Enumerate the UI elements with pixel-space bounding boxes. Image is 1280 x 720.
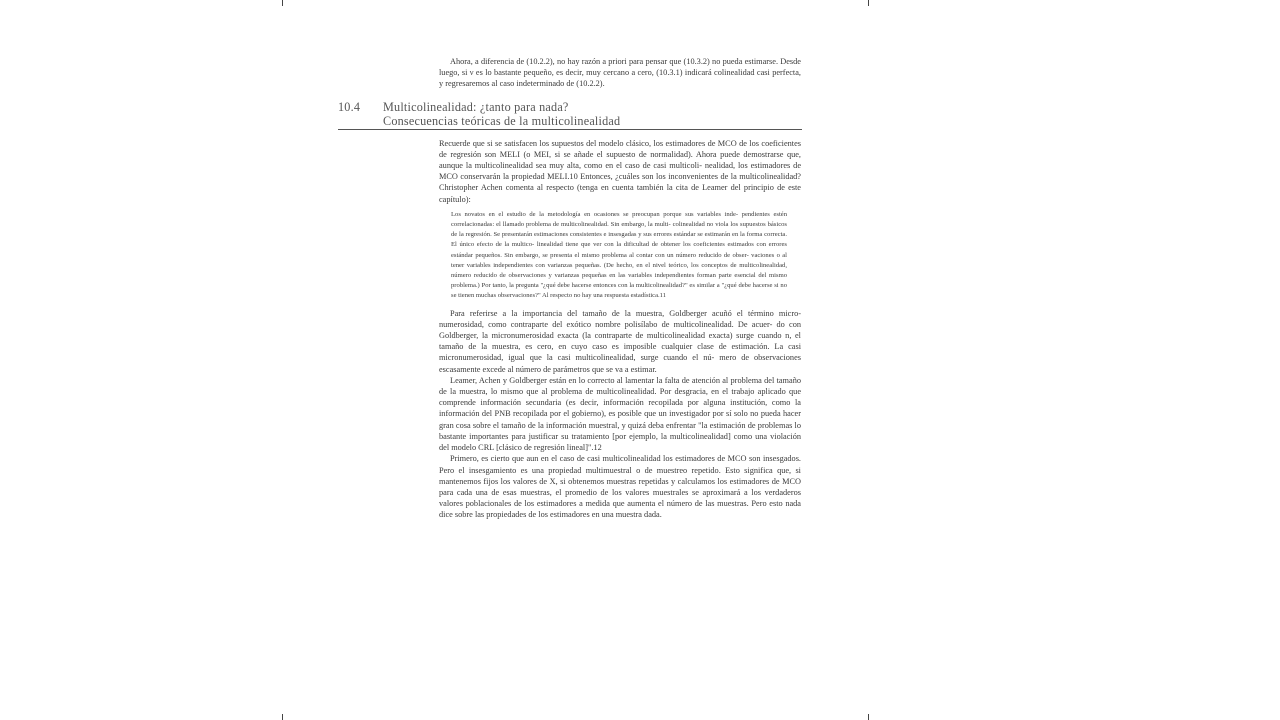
section-subtitle: Consecuencias teóricas de la multicolinealidad — [383, 114, 621, 129]
section-title: Multicolinealidad: ¿tanto para nada? — [383, 99, 569, 114]
section-number: 10.4 — [338, 99, 361, 114]
section-heading — [338, 100, 802, 130]
paragraph-1: Recuerde que si se satisfacen los supuestos del modelo clásico, los estimadores de MCO de los coeficientes de regresión son MELI (o MEI, si se añade el supuesto de normalidad). Ahora puede demostrarse que, aunque la multicolinealidad sea muy alta, como en el caso de casi multicoli- nealidad, los estimadores de MCO conservarán la propiedad MELI.10 Entonces, ¿cuáles son los inconvenientes de la multicolinealidad? Christopher Achen comenta al respecto (tenga en cuenta también la cita de Leamer del principio de este capítulo): — [439, 138, 801, 204]
intro-paragraph: Ahora, a diferencia de (10.2.2), no hay razón a priori para pensar que (10.3.2) no pueda estimarse. Desde luego, si ν es lo bastante pequeño, es decir, muy cercano a cero, (10.3.1) indicará colinealidad casi perfecta, y regresaremos al caso indeterminado de (10.2.2). — [439, 57, 801, 89]
crop-mark-bottom-left — [282, 714, 283, 720]
paragraph-2: Para referirse a la importancia del tamaño de la muestra, Goldberger acuñó el término micro- numerosidad, como contraparte del exótico nombre polisílabo de multicolinealidad. De acuer- do con Goldberger, la micronumerosidad exacta (la contraparte de multicolinealidad exacta) surge cuando n, el tamaño de la muestra, es cero, en cuyo caso es imposible cualquier clase de estimación. La casi micronumerosidad, igual que la casi multicolinealidad, surge cuando el nú- mero de observaciones escasamente excede al número de parámetros que se va a estimar. — [439, 308, 801, 374]
crop-mark-top-left — [282, 0, 283, 6]
achen-quote — [451, 210, 787, 302]
paragraph-3: Leamer, Achen y Goldberger están en lo correcto al lamentar la falta de atención al problema del tamaño de la muestra, lo mismo que al problema de multicolinealidad. Por desgracia, en el trabajo aplicado que comprende información secundaria (es decir, información recopilada por alguna institución, como la información del PNB recopilada por el gobierno), es posible que un investigador por sí solo no pueda hacer gran cosa sobre el tamaño de la información muestral, y quizá deba enfrentar "la estimación de problemas lo bastante importantes para justificar su tratamiento [por ejemplo, la multicolinealidad] como una violación del modelo CRL [clásico de regresión lineal]".12 — [439, 375, 801, 453]
book-page — [338, 56, 802, 521]
quote-text: Los novatos en el estudio de la metodología en ocasiones se preocupan porque sus variables inde- pendientes estén correlacionadas: el llamado problema de multicolinealidad. Sin embargo, la multi- colinealidad no viola los supuestos básicos de la regresión. Se presentarán estimaciones consistentes e insesgadas y sus errores estándar se estimarán en la forma correcta. El único efecto de la multico- linealidad tiene que ver con la dificultad de obtener los coeficientes estimados con errores estándar pequeños. Sin embargo, se presenta el mismo problema al contar con un número reducido de obser- vaciones o al tener variables independientes con varianzas pequeñas. (De hecho, en el nivel teórico, los conceptos de multicolinealidad, número reducido de observaciones y varianzas pequeñas en las variables independientes forman parte esencial del mismo problema.) Por tanto, la pregunta "¿qué debe hacerse entonces con la multicolinealidad?" es similar a "¿qué debe hacerse si no se tienen muchas observaciones?" Al respecto no hay una respuesta estadística.11 — [451, 210, 787, 300]
paragraph-4: Primero, es cierto que aun en el caso de casi multicolinealidad los estimadores de MCO son insesgados. Pero el insesgamiento es una propiedad multimuestral o de muestreo repetido. Esto significa que, si mantenemos fijos los valores de X, si obtenemos muestras repetidas y calculamos los estimadores de MCO para cada una de esas muestras, el promedio de los valores muestrales se aproximará a los verdaderos valores poblacionales de los estimadores a medida que aumenta el número de las muestras. Pero esto nada dice sobre las propiedades de los estimadores en una muestra dada. — [439, 454, 801, 520]
crop-mark-top-right — [868, 0, 869, 6]
crop-mark-bottom-right — [868, 714, 869, 720]
